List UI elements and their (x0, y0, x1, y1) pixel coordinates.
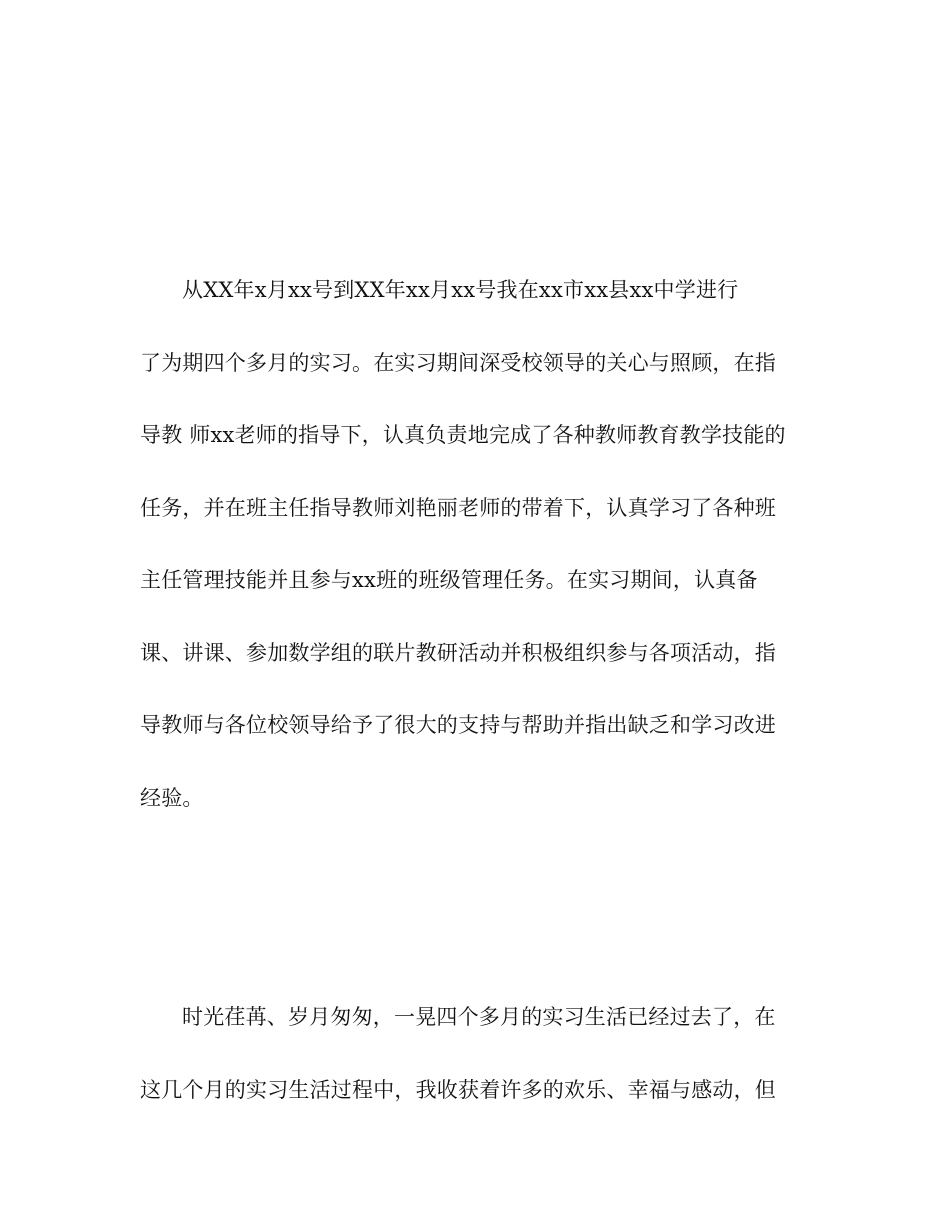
paragraph-line: 时光荏苒、岁月匆匆，一晃四个多月的实习生活已经过去了，在 (182, 1005, 776, 1029)
paragraph-line: 经验。 (140, 785, 204, 810)
paragraph-internship-summary (140, 270, 810, 850)
paragraph-line: 导教师与各位校领导给予了很大的支持与帮助并指出缺乏和学习改进 (140, 713, 776, 737)
paragraph-line: 这几个月的实习生活过程中，我收获着许多的欢乐、幸福与感动，但 (140, 1077, 776, 1102)
paragraph-line: 从XX年x月xx号到XX年xx月xx号我在xx市xx县xx中学进行 (182, 278, 739, 302)
paragraph-reflection (140, 997, 810, 1142)
paragraph-line: 主任管理技能并且参与xx班的班级管理任务。在实习期间，认真备 (140, 568, 758, 592)
paragraph-line: 导教 师xx老师的指导下，认真负责地完成了各种教师教育教学技能的 (140, 423, 786, 447)
paragraph-line: 任务，并在班主任指导教师刘艳丽老师的带着下，认真学习了各种班 (140, 495, 776, 520)
paragraph-line: 课、讲课、参加数学组的联片教研活动并积极组织参与各项活动，指 (140, 640, 776, 665)
paragraph-line: 了为期四个多月的实习。在实习期间深受校领导的关心与照顾，在指 (140, 350, 776, 375)
